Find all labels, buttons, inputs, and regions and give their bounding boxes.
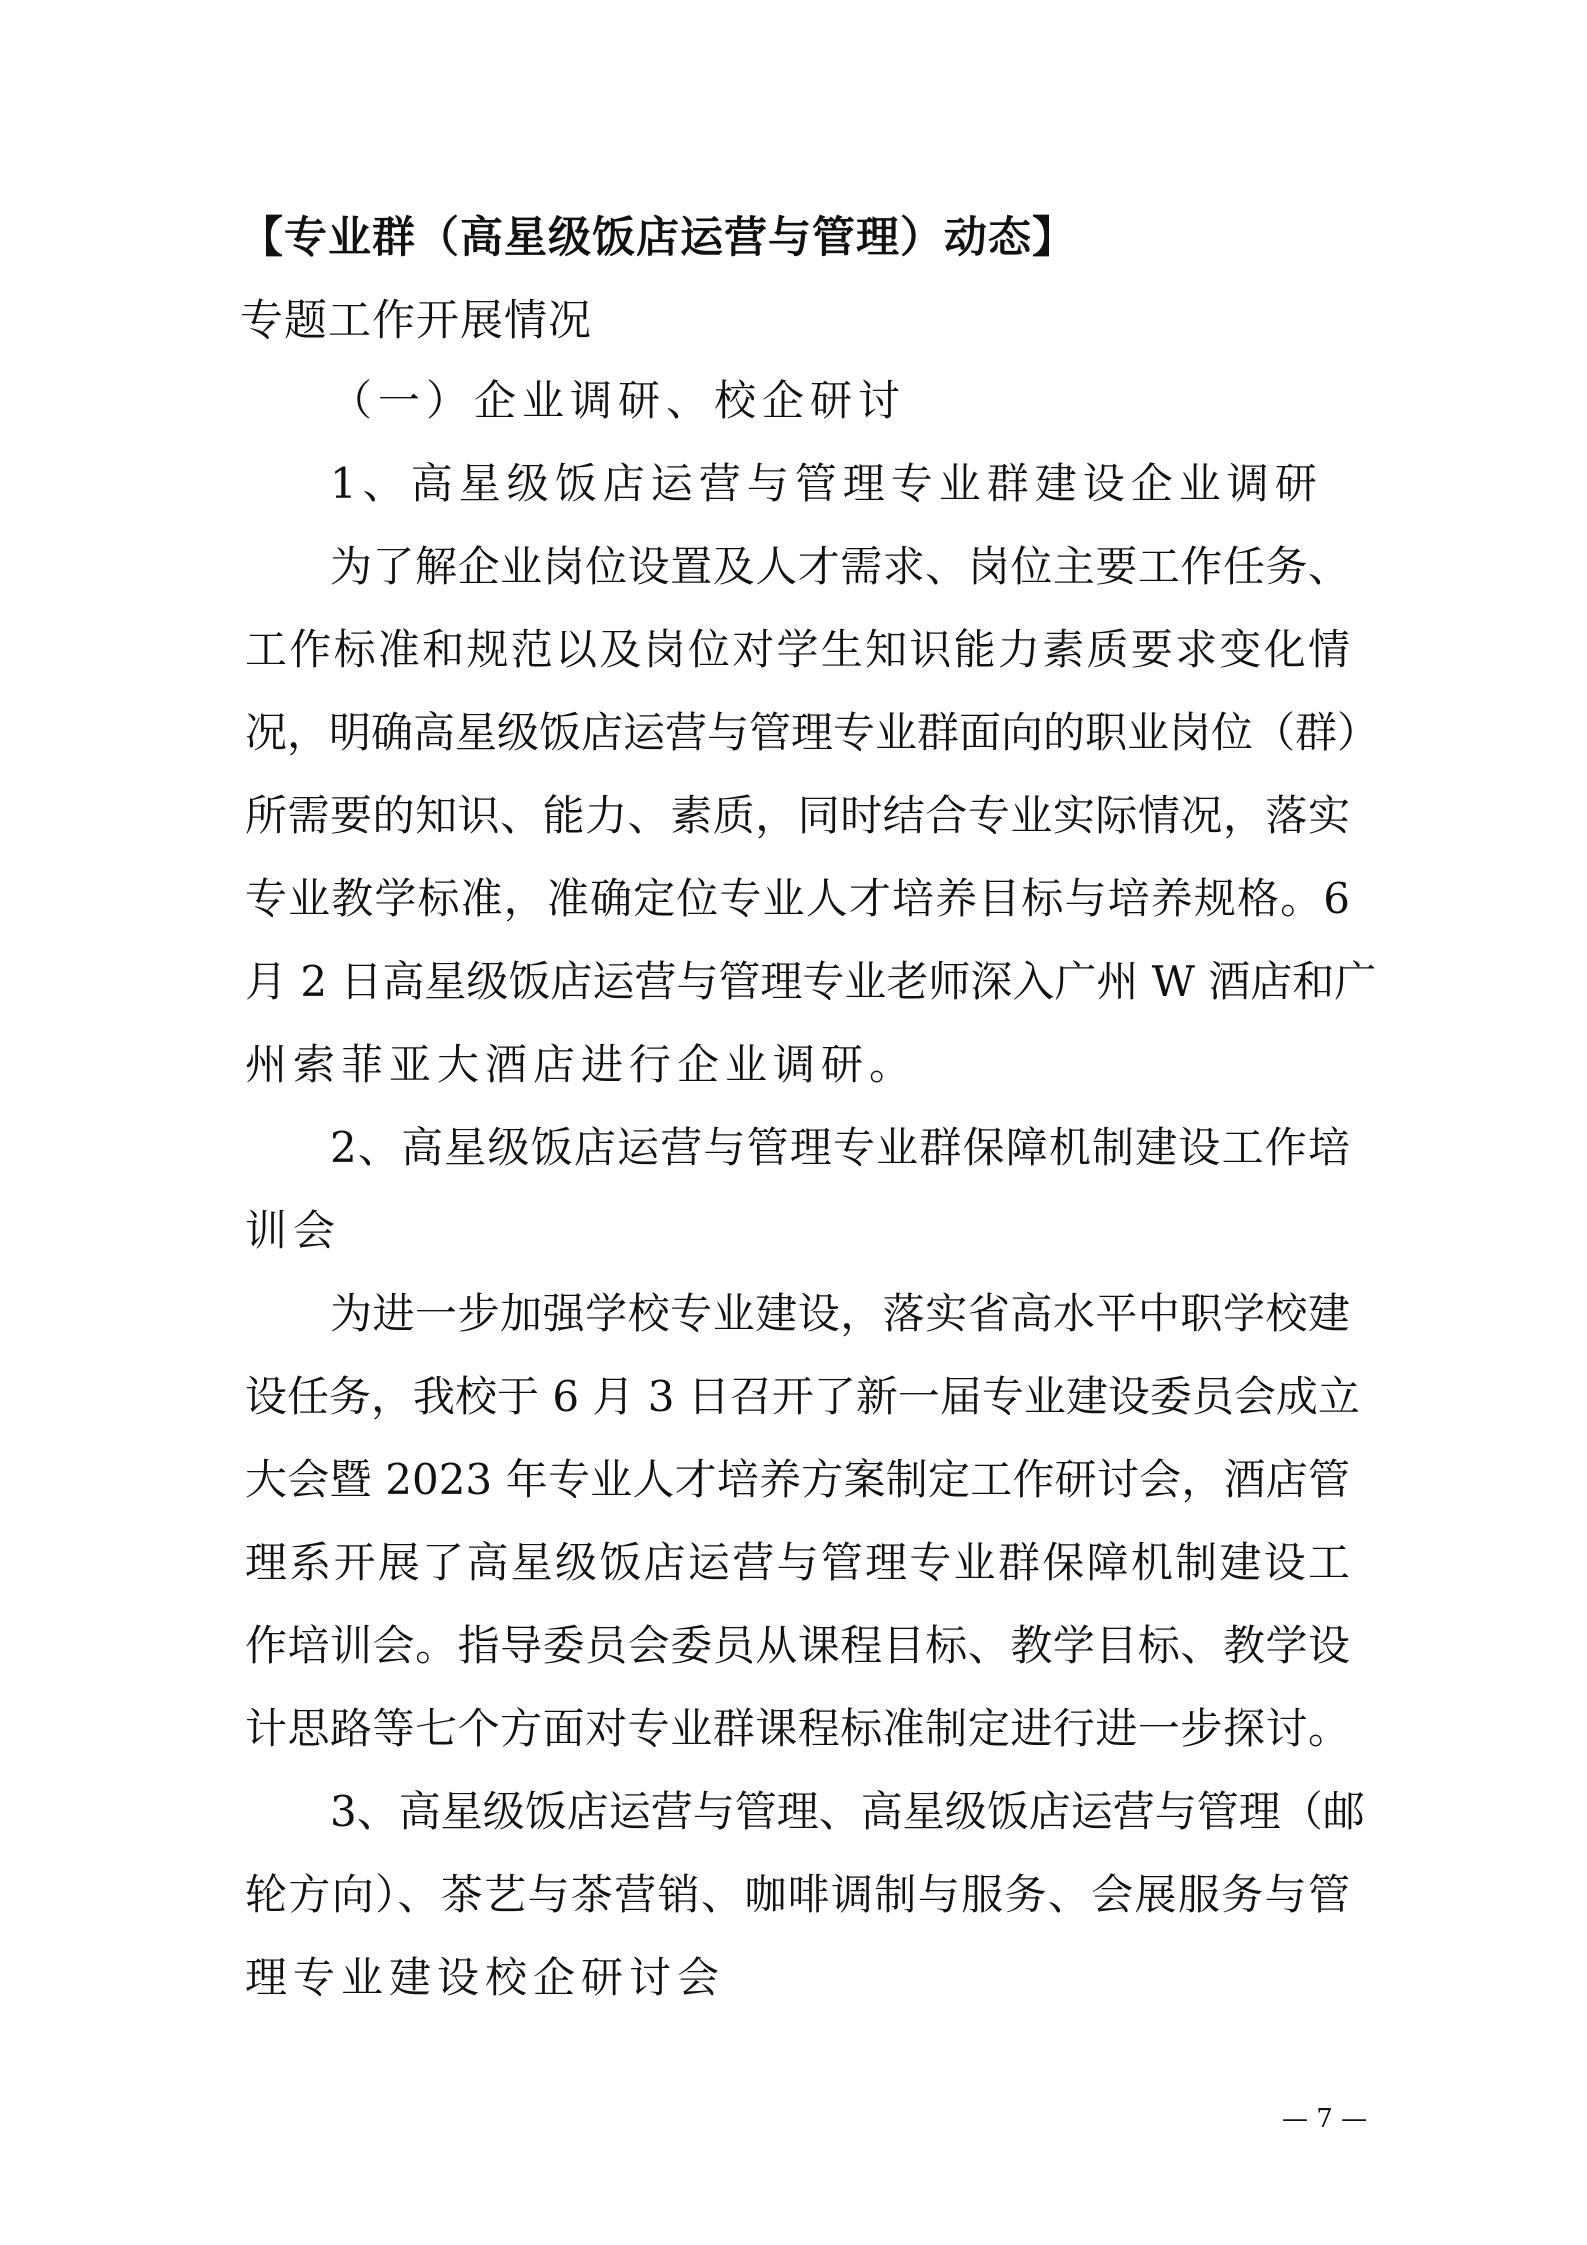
item-3-heading-line-3: 理专业建设校企研讨会: [245, 1953, 726, 2002]
item-2-line-1: 为进一步加强学校专业建设，落实省高水平中职学校建: [330, 1289, 1350, 1338]
item-1-heading: 1、高星级饭店运营与管理专业群建设企业调研: [330, 459, 1323, 508]
item-2-line-2: 设任务，我校于 6 月 3 日召开了新一届专业建设委员会成立: [245, 1372, 1360, 1421]
subsection-heading: （一）企业调研、校企研讨: [330, 376, 907, 425]
item-2-line-5: 作培训会。指导委员会委员从课程目标、教学目标、教学设: [245, 1621, 1350, 1670]
item-3-heading-line-2: 轮方向）、茶艺与茶营销、咖啡调制与服务、会展服务与管: [245, 1870, 1350, 1919]
item-2-line-3: 大会暨 2023 年专业人才培养方案制定工作研讨会，酒店管: [245, 1455, 1350, 1504]
item-1-line-2: 工作标准和规范以及岗位对学生知识能力素质要求变化情: [245, 625, 1350, 674]
item-1-line-5: 专业教学标准，准确定位专业人才培养目标与培养规格。6: [245, 874, 1350, 923]
item-2-heading-line-1: 2、高星级饭店运营与管理专业群保障机制建设工作培: [330, 1123, 1350, 1172]
item-1-line-6: 月 2 日高星级饭店运营与管理专业老师深入广州 W 酒店和广: [245, 957, 1377, 1006]
item-2-line-6: 计思路等七个方面对专业群课程标准制定进行进一步探讨。: [245, 1704, 1350, 1753]
item-1-line-4: 所需要的知识、能力、素质，同时结合专业实际情况，落实: [245, 791, 1350, 840]
item-2-heading-line-2: 训会: [245, 1206, 342, 1255]
item-1-line-1: 为了解企业岗位设置及人才需求、岗位主要工作任务、: [330, 542, 1350, 591]
section-title: 【专业群（高星级饭店运营与管理）动态】: [240, 213, 1076, 263]
topic-title: 专题工作开展情况: [240, 296, 592, 346]
item-1-line-7: 州索菲亚大酒店进行企业调研。: [245, 1040, 918, 1089]
item-3-heading-line-1: 3、高星级饭店运营与管理、高星级饭店运营与管理（邮: [330, 1787, 1365, 1836]
item-1-line-3: 况，明确高星级饭店运营与管理专业群面向的职业岗位（群）: [245, 708, 1380, 757]
item-2-line-4: 理系开展了高星级饭店运营与管理专业群保障机制建设工: [245, 1538, 1350, 1587]
page-number: — 7 —: [1282, 2104, 1368, 2134]
